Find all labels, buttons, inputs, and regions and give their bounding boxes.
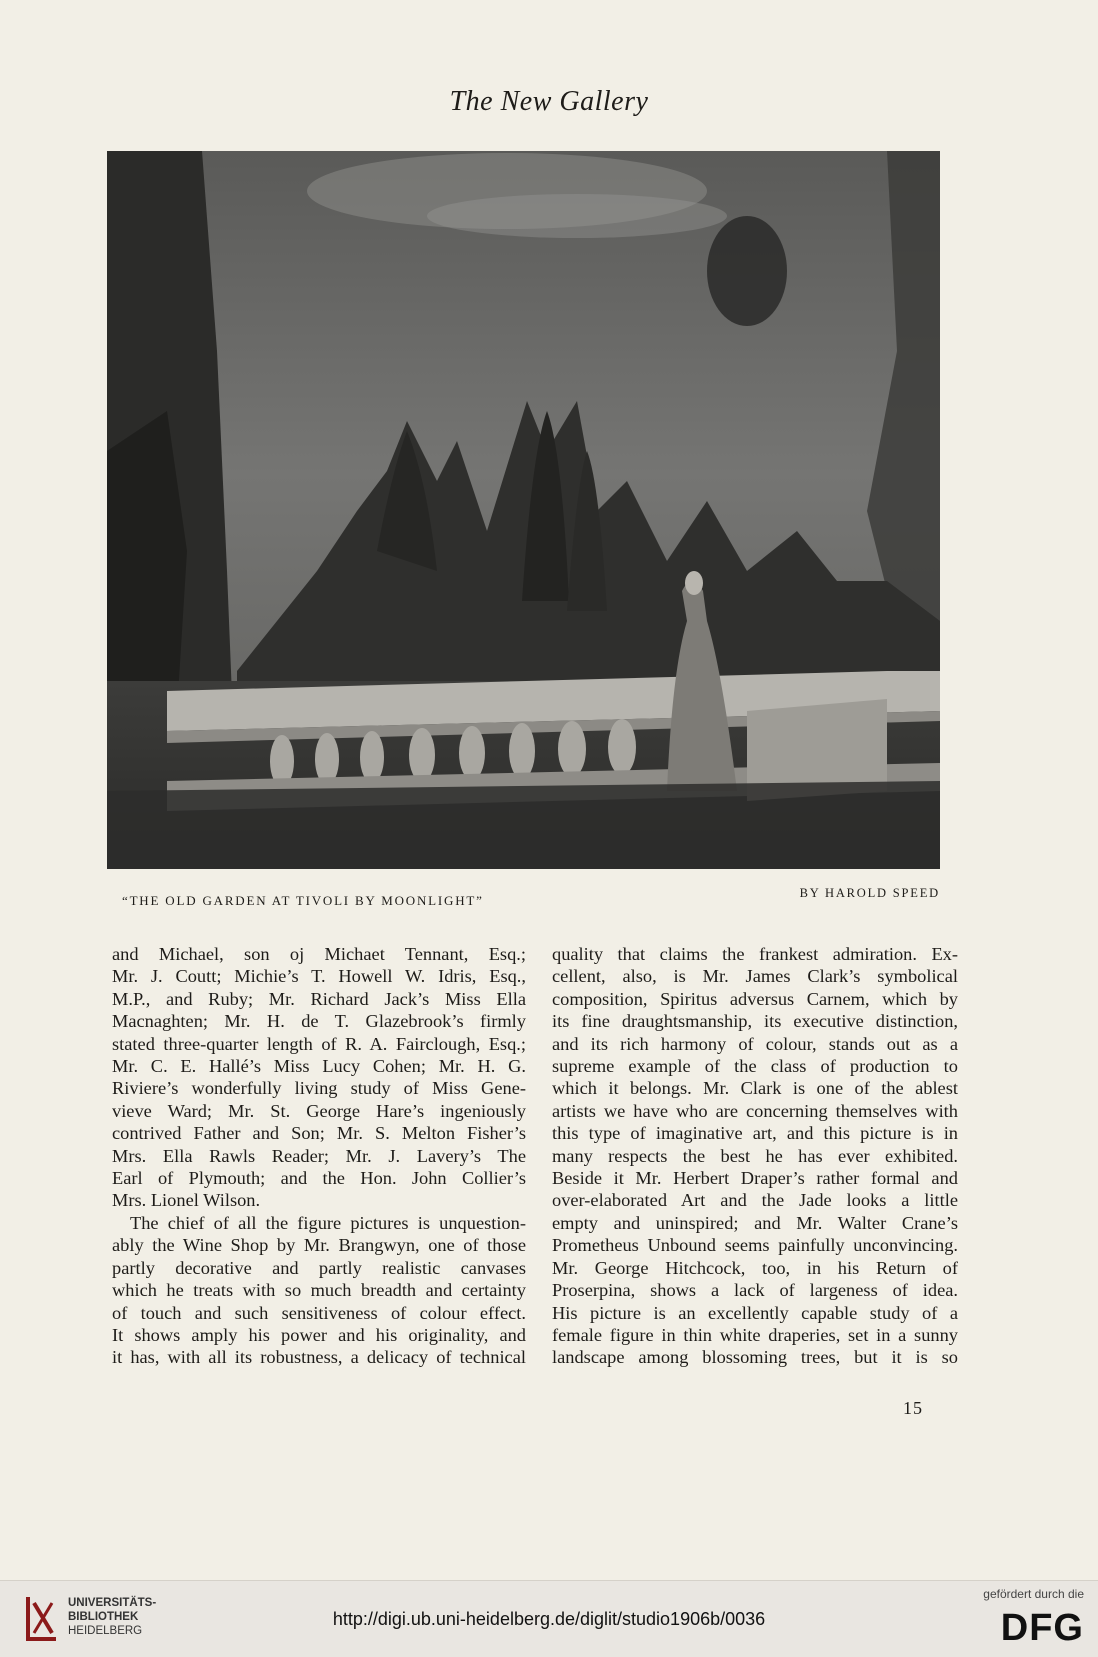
- funding-label: gefördert durch die: [983, 1587, 1084, 1601]
- text-line: Prometheus Unbound seems painfully unconvincing.: [552, 1235, 958, 1256]
- text-line: and its rich harmony of colour, stands out as a: [552, 1033, 958, 1054]
- text-line: It shows amply his power and his originality, and: [112, 1324, 526, 1345]
- library-name-line: HEIDELBERG: [68, 1625, 143, 1637]
- text-line: artists we have who are concerning themselves with: [552, 1100, 958, 1121]
- text-line: Earl of Plymouth; and the Hon. John Collier’s: [112, 1168, 526, 1189]
- text-line: it has, with all its robustness, a delicacy of technical: [112, 1347, 526, 1368]
- plate-artist-caption: BY HAROLD SPEED: [799, 886, 940, 900]
- text-line: ably the Wine Shop by Mr. Brangwyn, one of those: [112, 1235, 526, 1256]
- text-line: of touch and such sensitiveness of colour effect.: [112, 1302, 526, 1323]
- text-line: Mrs. Lionel Wilson.: [112, 1190, 261, 1211]
- text-line: supreme example of the class of production to: [552, 1056, 958, 1077]
- library-name-line: BIBLIOTHEK: [68, 1611, 139, 1623]
- text-line: partly decorative and partly realistic canvases: [112, 1257, 526, 1278]
- text-line: Mr. George Hitchcock, too, in his Return of: [552, 1257, 958, 1278]
- text-line: and Michael, son oj Michaet Tennant, Esq.;: [112, 944, 526, 964]
- plate-title-caption: “THE OLD GARDEN AT TIVOLI BY MOONLIGHT”: [122, 893, 484, 908]
- painting-plate: [107, 151, 940, 869]
- text-line: His picture is an excellently capable study of a: [552, 1302, 958, 1323]
- permalink-url[interactable]: http://digi.ub.uni-heidelberg.de/diglit/studio1906b/0036: [332, 1609, 766, 1629]
- text-line: this type of imaginative art, and this picture is in: [552, 1123, 958, 1144]
- text-line: Beside it Mr. Herbert Draper’s rather formal and: [552, 1168, 958, 1189]
- text-line: landscape among blossoming trees, but it is so: [552, 1347, 958, 1368]
- text-line: over-elaborated Art and the Jade looks a little: [552, 1190, 958, 1211]
- text-line: Mr. J. Coutt; Michie’s T. Howell W. Idris, Esq.,: [112, 966, 526, 987]
- text-line: contrived Father and Son; Mr. S. Melton Fisher’s: [112, 1123, 526, 1144]
- text-line: which it belongs. Mr. Clark is one of the ablest: [552, 1078, 958, 1099]
- dfg-logo[interactable]: DFG: [1000, 1607, 1084, 1649]
- text-line: The chief of all the figure pictures is unquestion-: [130, 1212, 526, 1233]
- text-line: composition, Spiritus adversus Carnem, which by: [552, 988, 958, 1009]
- text-line: Mrs. Ella Rawls Reader; Mr. J. Lavery’s The: [112, 1145, 526, 1166]
- text-line: Mr. C. E. Hallé’s Miss Lucy Cohen; Mr. H. G.: [112, 1056, 526, 1077]
- page-number: 15: [903, 1398, 923, 1418]
- left-text-column: [112, 943, 526, 1369]
- library-name-line: UNIVERSITÄTS-: [68, 1597, 157, 1609]
- text-line: Proserpina, shows a lack of largeness of idea.: [552, 1280, 958, 1301]
- text-line: Riviere’s wonderfully living study of Miss Gene-: [112, 1078, 526, 1099]
- text-line: quality that claims the frankest admiration. Ex-: [552, 944, 958, 964]
- text-line: stated three-quarter length of R. A. Fairclough, Esq.;: [112, 1033, 526, 1054]
- text-line: M.P., and Ruby; Mr. Richard Jack’s Miss Ella: [112, 988, 526, 1009]
- text-line: vieve Ward; Mr. St. George Hare’s ingeniously: [112, 1100, 526, 1121]
- text-line: many respects the best he has ever exhibited.: [552, 1145, 958, 1166]
- text-line: its fine draughtsmanship, its executive distinction,: [552, 1011, 958, 1032]
- text-line: empty and uninspired; and Mr. Walter Crane’s: [552, 1212, 958, 1233]
- text-line: female figure in thin white draperies, set in a sunny: [552, 1324, 958, 1345]
- viewer-footer: [0, 1580, 1098, 1657]
- running-head: The New Gallery: [449, 86, 649, 117]
- right-text-column: [552, 943, 958, 1369]
- text-line: cellent, also, is Mr. James Clark’s symbolical: [552, 966, 958, 987]
- text-line: Macnaghten; Mr. H. de T. Glazebrook’s firmly: [112, 1011, 526, 1032]
- text-line: which he treats with so much breadth and certainty: [112, 1280, 526, 1301]
- painting-image: [107, 151, 940, 869]
